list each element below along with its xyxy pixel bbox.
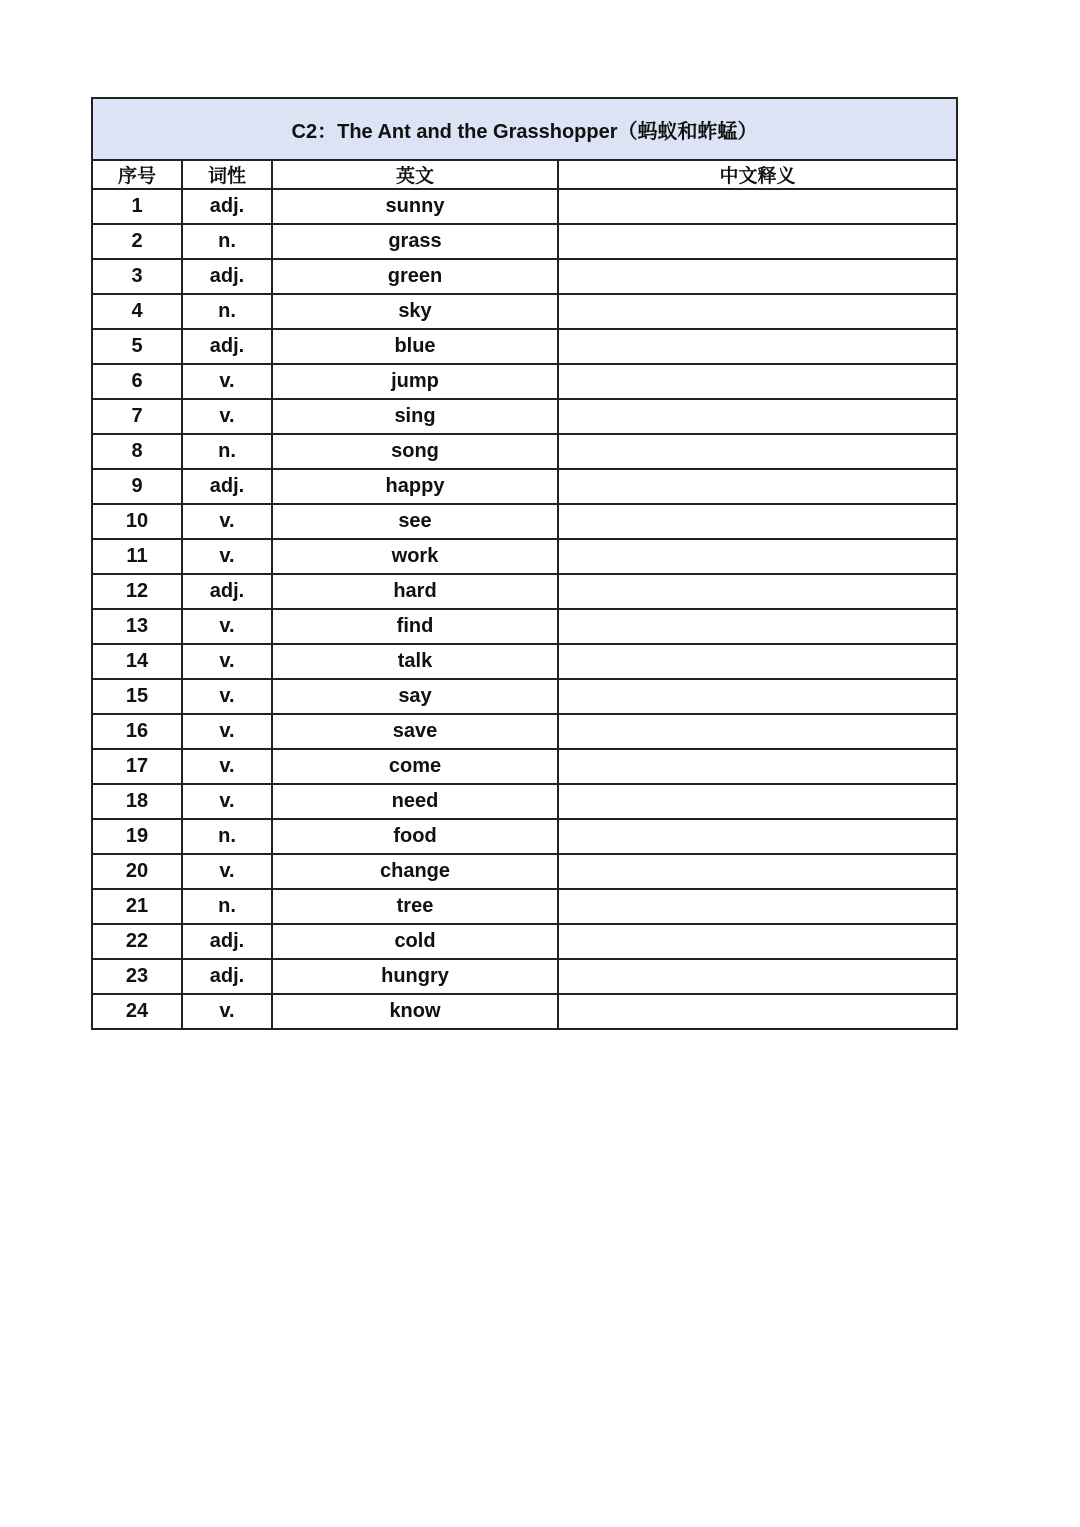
cell-chinese-meaning xyxy=(558,959,957,994)
cell-pos: adj. xyxy=(182,959,272,994)
cell-pos: v. xyxy=(182,854,272,889)
cell-english: song xyxy=(272,434,558,469)
cell-pos: n. xyxy=(182,224,272,259)
column-header-english: 英文 xyxy=(272,160,558,189)
cell-number: 20 xyxy=(92,854,182,889)
table-row xyxy=(92,819,957,854)
table-row xyxy=(92,504,957,539)
cell-chinese-meaning xyxy=(558,574,957,609)
cell-chinese-meaning xyxy=(558,679,957,714)
cell-pos: adj. xyxy=(182,259,272,294)
cell-pos: v. xyxy=(182,749,272,784)
table-row xyxy=(92,994,957,1029)
cell-number: 8 xyxy=(92,434,182,469)
cell-english: sing xyxy=(272,399,558,434)
table-row xyxy=(92,294,957,329)
table-row xyxy=(92,714,957,749)
cell-chinese-meaning xyxy=(558,434,957,469)
cell-number: 12 xyxy=(92,574,182,609)
table-row xyxy=(92,259,957,294)
table-row xyxy=(92,434,957,469)
cell-pos: n. xyxy=(182,819,272,854)
cell-english: hard xyxy=(272,574,558,609)
table-row xyxy=(92,329,957,364)
cell-english: sunny xyxy=(272,189,558,224)
cell-chinese-meaning xyxy=(558,994,957,1029)
cell-english: talk xyxy=(272,644,558,679)
cell-chinese-meaning xyxy=(558,819,957,854)
cell-chinese-meaning xyxy=(558,854,957,889)
cell-english: sky xyxy=(272,294,558,329)
column-header-pos: 词性 xyxy=(182,160,272,189)
table-row xyxy=(92,364,957,399)
cell-chinese-meaning xyxy=(558,714,957,749)
cell-chinese-meaning xyxy=(558,329,957,364)
cell-number: 6 xyxy=(92,364,182,399)
cell-number: 15 xyxy=(92,679,182,714)
table-row xyxy=(92,679,957,714)
cell-english: work xyxy=(272,539,558,574)
cell-english: save xyxy=(272,714,558,749)
cell-chinese-meaning xyxy=(558,259,957,294)
cell-english: hungry xyxy=(272,959,558,994)
cell-number: 18 xyxy=(92,784,182,819)
cell-number: 2 xyxy=(92,224,182,259)
cell-chinese-meaning xyxy=(558,644,957,679)
table-row xyxy=(92,224,957,259)
cell-pos: v. xyxy=(182,994,272,1029)
cell-chinese-meaning xyxy=(558,189,957,224)
cell-chinese-meaning xyxy=(558,784,957,819)
cell-number: 11 xyxy=(92,539,182,574)
table-row xyxy=(92,539,957,574)
cell-english: need xyxy=(272,784,558,819)
table-row xyxy=(92,399,957,434)
cell-pos: n. xyxy=(182,434,272,469)
cell-english: find xyxy=(272,609,558,644)
cell-pos: v. xyxy=(182,539,272,574)
cell-number: 22 xyxy=(92,924,182,959)
cell-chinese-meaning xyxy=(558,889,957,924)
cell-english: grass xyxy=(272,224,558,259)
cell-number: 5 xyxy=(92,329,182,364)
column-header-number: 序号 xyxy=(92,160,182,189)
cell-english: food xyxy=(272,819,558,854)
table-row xyxy=(92,749,957,784)
header-row xyxy=(92,160,957,189)
column-header-chinese: 中文释义 xyxy=(558,160,957,189)
cell-pos: n. xyxy=(182,294,272,329)
cell-number: 3 xyxy=(92,259,182,294)
vocabulary-sheet xyxy=(91,97,956,1030)
cell-chinese-meaning xyxy=(558,224,957,259)
cell-number: 21 xyxy=(92,889,182,924)
cell-chinese-meaning xyxy=(558,749,957,784)
cell-pos: v. xyxy=(182,679,272,714)
cell-pos: adj. xyxy=(182,469,272,504)
table-row xyxy=(92,959,957,994)
cell-english: cold xyxy=(272,924,558,959)
cell-pos: v. xyxy=(182,504,272,539)
cell-english: happy xyxy=(272,469,558,504)
table-row xyxy=(92,889,957,924)
cell-english: say xyxy=(272,679,558,714)
cell-english: come xyxy=(272,749,558,784)
cell-pos: v. xyxy=(182,609,272,644)
cell-chinese-meaning xyxy=(558,539,957,574)
cell-pos: v. xyxy=(182,364,272,399)
vocabulary-table xyxy=(91,97,958,1030)
cell-number: 4 xyxy=(92,294,182,329)
cell-number: 16 xyxy=(92,714,182,749)
table-row xyxy=(92,784,957,819)
cell-chinese-meaning xyxy=(558,469,957,504)
cell-number: 23 xyxy=(92,959,182,994)
cell-number: 17 xyxy=(92,749,182,784)
cell-chinese-meaning xyxy=(558,924,957,959)
table-row xyxy=(92,609,957,644)
cell-pos: adj. xyxy=(182,574,272,609)
cell-english: see xyxy=(272,504,558,539)
table-row xyxy=(92,854,957,889)
cell-number: 9 xyxy=(92,469,182,504)
cell-english: jump xyxy=(272,364,558,399)
cell-chinese-meaning xyxy=(558,294,957,329)
cell-english: green xyxy=(272,259,558,294)
cell-chinese-meaning xyxy=(558,609,957,644)
table-row xyxy=(92,469,957,504)
cell-number: 14 xyxy=(92,644,182,679)
table-body xyxy=(92,189,957,1029)
title-row xyxy=(92,98,957,160)
cell-pos: adj. xyxy=(182,329,272,364)
cell-english: know xyxy=(272,994,558,1029)
cell-chinese-meaning xyxy=(558,504,957,539)
cell-pos: v. xyxy=(182,714,272,749)
cell-pos: adj. xyxy=(182,924,272,959)
table-row xyxy=(92,644,957,679)
cell-pos: v. xyxy=(182,784,272,819)
cell-pos: v. xyxy=(182,644,272,679)
table-row xyxy=(92,189,957,224)
cell-pos: v. xyxy=(182,399,272,434)
table-row xyxy=(92,924,957,959)
cell-number: 24 xyxy=(92,994,182,1029)
cell-number: 7 xyxy=(92,399,182,434)
table-title: C2：The Ant and the Grasshopper（蚂蚁和蚱蜢） xyxy=(92,98,957,160)
cell-english: tree xyxy=(272,889,558,924)
cell-number: 13 xyxy=(92,609,182,644)
cell-number: 10 xyxy=(92,504,182,539)
table-row xyxy=(92,574,957,609)
cell-number: 19 xyxy=(92,819,182,854)
cell-pos: adj. xyxy=(182,189,272,224)
cell-english: change xyxy=(272,854,558,889)
cell-chinese-meaning xyxy=(558,399,957,434)
cell-number: 1 xyxy=(92,189,182,224)
cell-pos: n. xyxy=(182,889,272,924)
cell-english: blue xyxy=(272,329,558,364)
cell-chinese-meaning xyxy=(558,364,957,399)
